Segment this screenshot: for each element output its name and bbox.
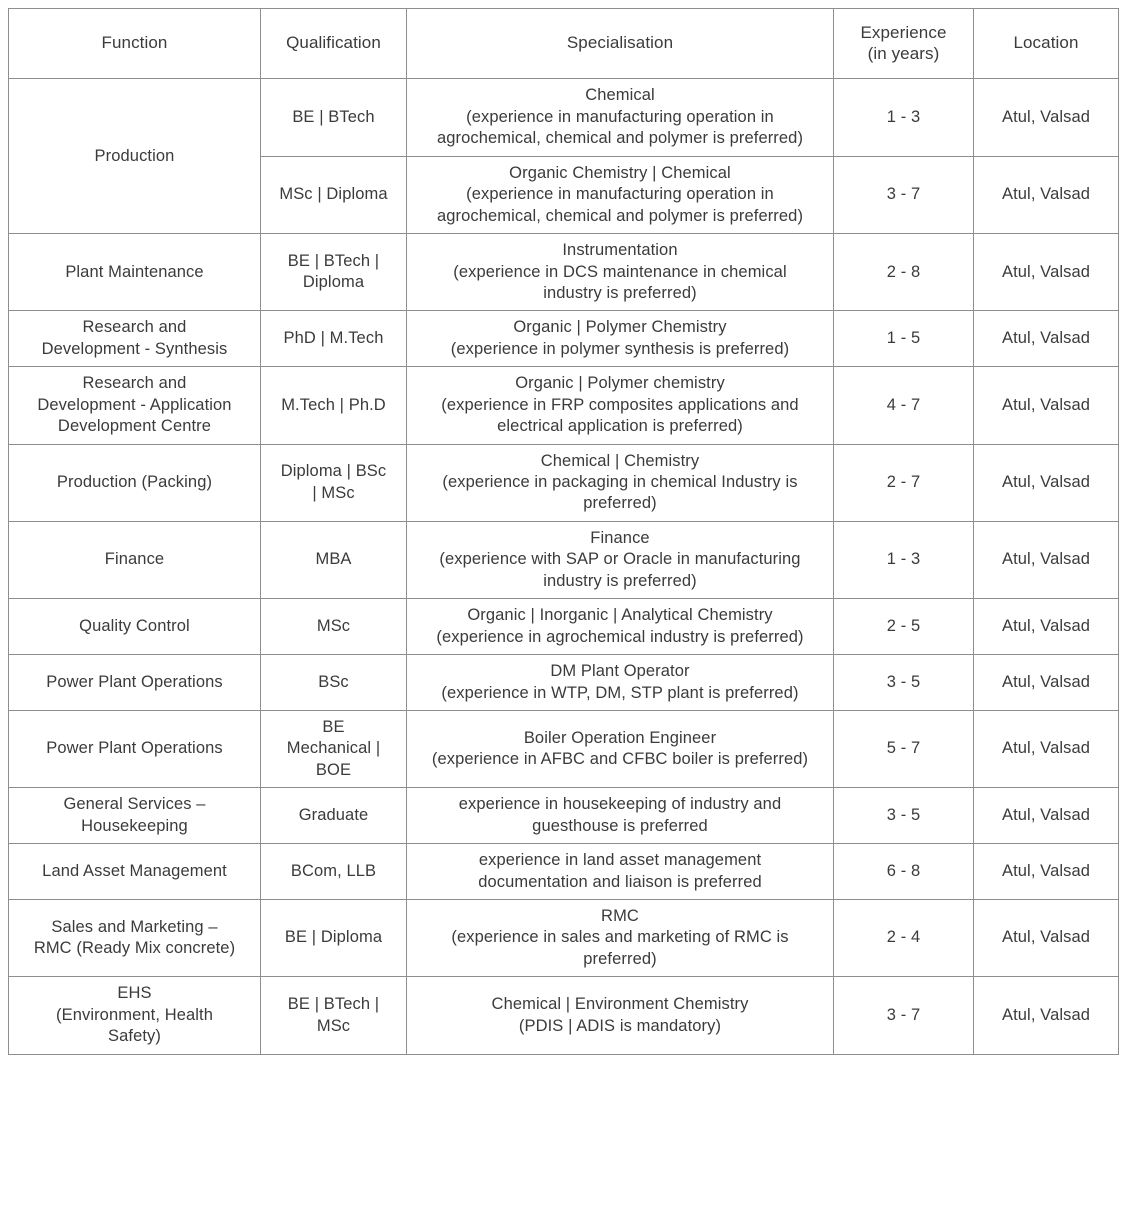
- qual-line-2: MSc: [316, 1016, 351, 1035]
- column-header-experience: [834, 9, 974, 79]
- spec-line-3: electrical application is preferred): [497, 417, 743, 436]
- table-row: [9, 655, 1119, 711]
- cell-qualification: Graduate: [261, 788, 407, 844]
- cell-qualification: M.Tech | Ph.D: [261, 367, 407, 444]
- cell-specialisation: [407, 234, 834, 311]
- spec-line-1: Instrumentation: [562, 241, 678, 260]
- spec-line-1: Organic Chemistry | Chemical: [509, 163, 731, 182]
- func-line-2: Development - Application: [37, 395, 232, 414]
- cell-experience: 2 - 5: [834, 599, 974, 655]
- qual-line-1: Diploma | BSc: [280, 462, 387, 481]
- cell-specialisation: [407, 156, 834, 233]
- func-line-2: Development - Synthesis: [41, 339, 228, 358]
- cell-location: Atul, Valsad: [974, 79, 1119, 156]
- spec-line-3: agrochemical, chemical and polymer is preferred): [436, 129, 804, 148]
- qual-line-2: | MSc: [312, 483, 355, 502]
- cell-experience: 2 - 8: [834, 234, 974, 311]
- cell-qualification: [261, 977, 407, 1054]
- spec-line-1: Chemical: [585, 86, 655, 105]
- spec-line-3: preferred): [583, 494, 657, 513]
- cell-function: Power Plant Operations: [9, 710, 261, 787]
- cell-location: Atul, Valsad: [974, 788, 1119, 844]
- cell-qualification: MSc | Diploma: [261, 156, 407, 233]
- cell-location: Atul, Valsad: [974, 444, 1119, 521]
- func-line-1: Research and: [82, 318, 187, 337]
- cell-qualification: BSc: [261, 655, 407, 711]
- qual-line-2: Mechanical |: [286, 739, 381, 758]
- cell-specialisation: [407, 655, 834, 711]
- cell-specialisation: [407, 599, 834, 655]
- cell-qualification: PhD | M.Tech: [261, 311, 407, 367]
- cell-location: Atul, Valsad: [974, 977, 1119, 1054]
- table-body: [9, 79, 1119, 1054]
- column-header-experience-line1: Experience: [860, 23, 947, 42]
- spec-line-1: DM Plant Operator: [550, 662, 690, 681]
- cell-function: Finance: [9, 521, 261, 598]
- cell-specialisation: [407, 521, 834, 598]
- cell-qualification: [261, 234, 407, 311]
- cell-location: Atul, Valsad: [974, 599, 1119, 655]
- cell-qualification: [261, 444, 407, 521]
- func-line-1: General Services –: [63, 795, 206, 814]
- spec-line-3: industry is preferred): [543, 283, 697, 302]
- cell-specialisation: [407, 367, 834, 444]
- cell-experience: 3 - 5: [834, 788, 974, 844]
- cell-function: Production (Packing): [9, 444, 261, 521]
- spec-line-1: Chemical | Chemistry: [540, 451, 700, 470]
- cell-location: Atul, Valsad: [974, 844, 1119, 900]
- spec-line-1: Finance: [590, 528, 650, 547]
- func-line-3: Development Centre: [57, 417, 212, 436]
- qual-line-2: Diploma: [302, 273, 365, 292]
- func-line-2: Housekeeping: [81, 816, 188, 835]
- cell-experience: 6 - 8: [834, 844, 974, 900]
- spec-line-2: (experience in agrochemical industry is preferred): [436, 627, 804, 646]
- column-header-qualification: Qualification: [261, 9, 407, 79]
- table-row: [9, 79, 1119, 156]
- cell-location: Atul, Valsad: [974, 156, 1119, 233]
- cell-function: [9, 900, 261, 977]
- job-openings-table: [8, 8, 1119, 1055]
- cell-experience: 2 - 4: [834, 900, 974, 977]
- spec-line-1: experience in land asset management: [478, 851, 762, 870]
- spec-line-2: (experience in FRP composites applications and: [441, 395, 799, 414]
- table-row: [9, 788, 1119, 844]
- cell-function: Power Plant Operations: [9, 655, 261, 711]
- table-row: [9, 599, 1119, 655]
- func-line-1: Sales and Marketing –: [51, 917, 218, 936]
- cell-location: Atul, Valsad: [974, 521, 1119, 598]
- cell-specialisation: [407, 311, 834, 367]
- table-row: [9, 234, 1119, 311]
- table-row: [9, 444, 1119, 521]
- spec-line-2: (experience in manufacturing operation in: [466, 185, 774, 204]
- cell-experience: 1 - 3: [834, 521, 974, 598]
- spec-line-3: industry is preferred): [543, 571, 697, 590]
- func-line-2: (Environment, Health: [56, 1005, 213, 1024]
- cell-location: Atul, Valsad: [974, 900, 1119, 977]
- column-header-location: Location: [974, 9, 1119, 79]
- cell-experience: 4 - 7: [834, 367, 974, 444]
- cell-qualification: BE | BTech: [261, 79, 407, 156]
- cell-experience: 3 - 7: [834, 977, 974, 1054]
- cell-qualification: BE | Diploma: [261, 900, 407, 977]
- qual-line-1: BE: [322, 717, 345, 736]
- cell-location: Atul, Valsad: [974, 311, 1119, 367]
- spec-line-2: (experience in packaging in chemical Industry is: [442, 473, 798, 492]
- cell-experience: 1 - 5: [834, 311, 974, 367]
- cell-qualification: MBA: [261, 521, 407, 598]
- spec-line-1: Boiler Operation Engineer: [523, 728, 717, 747]
- cell-location: Atul, Valsad: [974, 234, 1119, 311]
- cell-location: Atul, Valsad: [974, 655, 1119, 711]
- cell-function: [9, 311, 261, 367]
- spec-line-1: RMC: [601, 907, 639, 926]
- spec-line-1: Organic | Polymer Chemistry: [513, 318, 727, 337]
- cell-specialisation: [407, 444, 834, 521]
- spec-line-1: experience in housekeeping of industry and: [458, 795, 782, 814]
- cell-experience: 2 - 7: [834, 444, 974, 521]
- cell-experience: 3 - 5: [834, 655, 974, 711]
- spec-line-2: (experience in sales and marketing of RMC is: [451, 928, 789, 947]
- cell-function: Plant Maintenance: [9, 234, 261, 311]
- spec-line-3: agrochemical, chemical and polymer is preferred): [436, 206, 804, 225]
- spec-line-2: (experience in WTP, DM, STP plant is preferred): [441, 683, 799, 702]
- table-row: [9, 311, 1119, 367]
- cell-qualification: BCom, LLB: [261, 844, 407, 900]
- func-line-1: Research and: [82, 374, 187, 393]
- cell-specialisation: [407, 977, 834, 1054]
- cell-function: [9, 788, 261, 844]
- spec-line-2: (experience with SAP or Oracle in manufacturing: [439, 550, 801, 569]
- qual-line-1: BE | BTech |: [287, 995, 380, 1014]
- spec-line-2: guesthouse is preferred: [532, 816, 708, 835]
- cell-qualification: MSc: [261, 599, 407, 655]
- table-row: [9, 710, 1119, 787]
- spec-line-2: (experience in DCS maintenance in chemical: [453, 262, 787, 281]
- spec-line-2: (experience in manufacturing operation in: [466, 107, 774, 126]
- cell-specialisation: [407, 900, 834, 977]
- cell-function: Production: [9, 79, 261, 234]
- cell-specialisation: [407, 710, 834, 787]
- cell-function: [9, 367, 261, 444]
- cell-function: Land Asset Management: [9, 844, 261, 900]
- table-row: [9, 367, 1119, 444]
- cell-specialisation: [407, 79, 834, 156]
- table-header: [9, 9, 1119, 79]
- cell-function: Quality Control: [9, 599, 261, 655]
- func-line-2: RMC (Ready Mix concrete): [33, 939, 236, 958]
- spec-line-2: documentation and liaison is preferred: [478, 872, 762, 891]
- cell-location: Atul, Valsad: [974, 710, 1119, 787]
- cell-function: [9, 977, 261, 1054]
- qual-line-1: BE | BTech |: [287, 251, 380, 270]
- cell-specialisation: [407, 788, 834, 844]
- cell-experience: 5 - 7: [834, 710, 974, 787]
- column-header-experience-line2: (in years): [867, 43, 940, 63]
- table-row: [9, 900, 1119, 977]
- cell-location: Atul, Valsad: [974, 367, 1119, 444]
- spec-line-1: Organic | Polymer chemistry: [515, 374, 725, 393]
- func-line-3: Safety): [108, 1027, 161, 1046]
- spec-line-1: Organic | Inorganic | Analytical Chemistry: [467, 606, 773, 625]
- table-row: [9, 844, 1119, 900]
- spec-line-1: Chemical | Environment Chemistry: [491, 995, 749, 1014]
- spec-line-2: (PDIS | ADIS is mandatory): [518, 1016, 722, 1035]
- table-row: [9, 521, 1119, 598]
- table-header-row: [9, 9, 1119, 79]
- cell-experience: 1 - 3: [834, 79, 974, 156]
- spec-line-2: (experience in polymer synthesis is preferred): [450, 339, 790, 358]
- cell-experience: 3 - 7: [834, 156, 974, 233]
- spec-line-2: (experience in AFBC and CFBC boiler is preferred): [431, 750, 809, 769]
- cell-qualification: [261, 710, 407, 787]
- qual-line-3: BOE: [315, 760, 352, 779]
- column-header-function: Function: [9, 9, 261, 79]
- column-header-specialisation: Specialisation: [407, 9, 834, 79]
- table-row: [9, 977, 1119, 1054]
- spec-line-3: preferred): [583, 949, 657, 968]
- cell-specialisation: [407, 844, 834, 900]
- func-line-1: EHS: [117, 984, 152, 1003]
